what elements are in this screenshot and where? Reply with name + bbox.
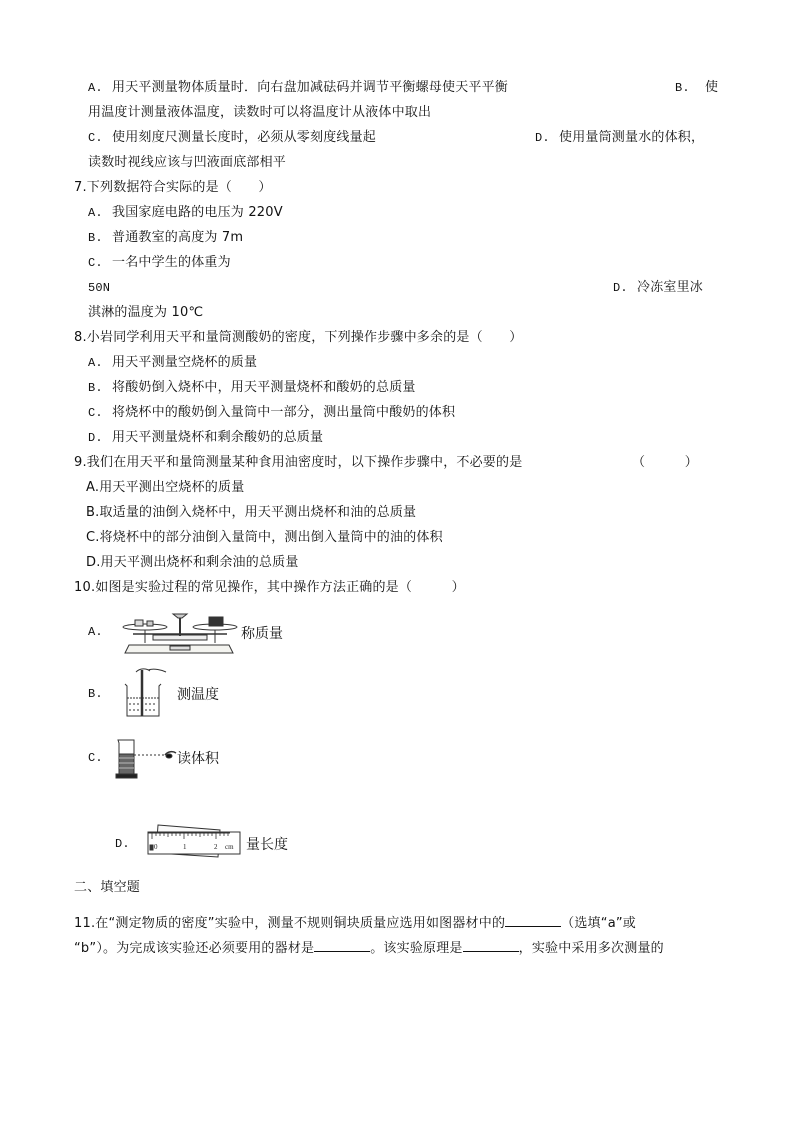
q9-option-c: C.将烧杯中的部分油倒入量筒中，测出倒入量筒中的油的体积: [86, 530, 443, 545]
option-letter: C.: [88, 751, 103, 765]
q6-option-b-cont: 用温度计测量液体温度，读数时可以将温度计从液体中取出: [88, 105, 432, 120]
q6-option-c: [88, 129, 376, 147]
option-letter: D.: [115, 837, 130, 851]
q6-option-d-start: [535, 129, 704, 147]
q11-text: （选填“a”或: [561, 916, 636, 931]
graduated-cylinder-image: [115, 738, 177, 780]
q10-stem: 10.如图是实验过程的常见操作，其中操作方法正确的是（ ）: [74, 580, 465, 595]
option-letter: A.: [88, 81, 103, 95]
q7-option-a: [88, 204, 283, 222]
section-title-fill-blank: 二、填空题: [74, 880, 141, 895]
ruler-tick-0: 0: [154, 843, 158, 851]
q8-option-b: [88, 379, 416, 397]
balance-scale-image: [115, 609, 245, 657]
q8-stem: 8.小岩同学利用天平和量筒测酸奶的密度，下列操作步骤中多余的是（ ）: [74, 330, 523, 345]
option-text: 使用刻度尺测量长度时，必须从零刻度线量起: [112, 130, 377, 145]
q10-option-d-caption: 量长度: [246, 837, 288, 853]
option-letter: B.: [88, 231, 103, 245]
q11-text: 11.在“测定物质的密度”实验中，测量不规则铜块质量应选用如图器材中的: [74, 916, 506, 931]
q7-option-d-cont: 淇淋的温度为 10℃: [88, 305, 204, 320]
option-letter: B.: [88, 687, 103, 701]
q6-option-b-start: [675, 79, 718, 97]
q10-option-b-caption: 测温度: [177, 687, 219, 703]
option-letter: B.: [675, 81, 690, 95]
option-letter: A.: [88, 625, 103, 639]
q9-answer-paren: （ ）: [632, 455, 699, 470]
q7-option-d-start: [613, 279, 703, 297]
q7-option-c-cont: 50N: [88, 281, 111, 295]
q7-stem: 7.下列数据符合实际的是（ ）: [74, 180, 272, 195]
option-text: 一名中学生的体重为: [112, 255, 231, 270]
option-text: 用天平测量空烧杯的质量: [112, 355, 258, 370]
option-text: 用天平测量物体质量时．向右盘加减砝码并调节平衡螺母使天平平衡: [112, 80, 509, 95]
q6-option-a: [88, 79, 508, 97]
option-letter: D.: [535, 131, 550, 145]
answer-blank-2[interactable]: [314, 937, 370, 952]
option-text: 用天平测量烧杯和剩余酸奶的总质量: [112, 430, 324, 445]
option-letter: C.: [88, 406, 103, 420]
q9-option-b: B.取适量的油倒入烧杯中，用天平测出烧杯和油的总质量: [86, 505, 417, 520]
option-letter: C.: [88, 256, 103, 270]
q9-option-d: D.用天平测出烧杯和剩余油的总质量: [86, 555, 299, 570]
q6-option-d-cont: 读数时视线应该与凹液面底部相平: [88, 155, 287, 170]
q9-option-a: A.用天平测出空烧杯的质量: [86, 480, 245, 495]
option-text: 将烧杯中的酸奶倒入量筒中一部分，测出量筒中酸奶的体积: [112, 405, 456, 420]
option-text: 我国家庭电路的电压为 220V: [112, 205, 283, 220]
q10-option-a-letter: [88, 623, 112, 641]
q11-text: 。该实验原理是: [370, 941, 463, 956]
option-letter: A.: [88, 356, 103, 370]
option-letter: D.: [613, 281, 628, 295]
option-letter: C.: [88, 131, 103, 145]
ruler-tick-2: 2: [214, 843, 218, 851]
q9-stem: 9.我们在用天平和量筒测量某种食用油密度时，以下操作步骤中，不必要的是: [74, 455, 523, 470]
q8-option-c: [88, 404, 455, 422]
q10-option-c-letter: [88, 749, 112, 767]
ruler-image: [146, 823, 244, 861]
option-text: 将酸奶倒入烧杯中，用天平测量烧杯和酸奶的总质量: [112, 380, 416, 395]
option-letter: B.: [88, 381, 103, 395]
option-letter: D.: [88, 431, 103, 445]
option-text: 普通教室的高度为 7m: [112, 230, 244, 245]
thermometer-beaker-image: [122, 666, 168, 720]
q7-option-b: [88, 229, 243, 247]
option-text: 冷冻室里冰: [637, 280, 704, 295]
answer-blank-1[interactable]: [505, 912, 561, 927]
q10-option-d-letter: [115, 835, 139, 853]
q11-text: ，实验中采用多次测量的: [518, 941, 664, 956]
option-letter: A.: [88, 206, 103, 220]
q8-option-d: [88, 429, 323, 447]
ruler-tick-1: 1: [183, 843, 187, 851]
ruler-unit: cm: [225, 843, 234, 851]
q10-option-c-caption: 读体积: [177, 751, 219, 767]
option-text: 使: [705, 80, 719, 95]
q10-option-a-caption: 称质量: [241, 626, 283, 642]
q11-line-2: [74, 937, 664, 958]
q7-option-c: [88, 254, 231, 272]
q10-option-b-letter: [88, 685, 112, 703]
q11-line-1: [74, 912, 636, 933]
q8-option-a: [88, 354, 257, 372]
option-text: 使用量筒测量水的体积，: [559, 130, 705, 145]
answer-blank-3[interactable]: [463, 937, 519, 952]
q11-text: “b”）。为完成该实验还必须要用的器材是: [74, 941, 315, 956]
